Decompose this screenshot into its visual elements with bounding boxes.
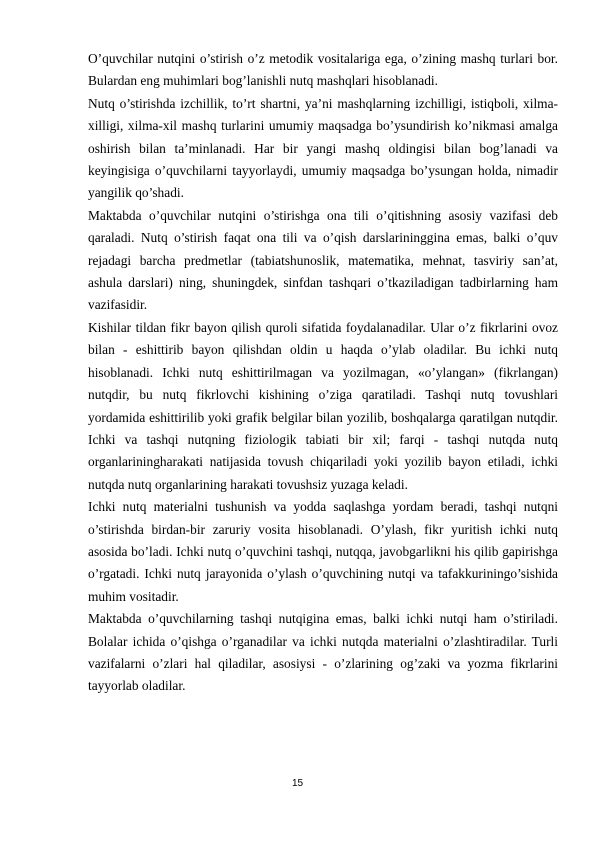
paragraph-5: Ichki nutq materialni tushunish va yodda saqlashga yordam beradi, tashqi nutqni o’stirishda birdan-bir zaruriy vosita hisoblanadi. O’ylash, fikr yuritish ichki nutq asosida bo’ladi. Ichki nutq o’quvchini tashqi, nutqqa, javobgarlikni his qilib gapirishga o’rgatadi. Ichki nutq jarayonida o’ylash o’quvchining nutqi va tafakkuriningo’sishida muhim vositadir. bbox=[88, 499, 558, 604]
paragraph-6: Maktabda o’quvchilarning tashqi nutqigina emas, balki ichki nutqi ham o’stiriladi. Bolalar ichida o’qishga o’rganadilar va ichki nutqda materialni o’zlashtiradilar. Turli vazifalarni o’zlari hal qiladilar, asosiysi - o’zlarining og’zaki va yozma fikrlarini tayyorlab oladilar. bbox=[88, 611, 558, 694]
paragraph-2: Nutq o’stirishda izchillik, to’rt shartni, ya’ni mashqlarning izchilligi, istiqboli, xilma-xilligi, xilma-xil mashq turlarini umumiy maqsadga bo’ysundirish ko’nikmasi amalga oshirish bilan ta’minlanadi. Har bir yangi mashq oldingisi bilan bog’lanadi va keyingisiga o’quvchilarni tayyorlaydi, umumiy maqsadga bo’ysungan holda, nimadir yangilik qo’shadi. bbox=[88, 95, 558, 201]
paragraph-3: Maktabda o’quvchilar nutqini o’stirishga ona tili o’qitishning asosiy vazifasi deb qaraladi. Nutq o’stirish faqat ona tili va o’qish darslarininggina emas, balki o’quv rejadagi barcha predmetlar (tabiatshunoslik, matematika, mehnat, tasviriy san’at, ashula darslari) ning, shuningdek, sinfdan tashqari o’tkaziladigan tadbirlarning ham vazifasidir. bbox=[88, 207, 558, 313]
page-number: 15 bbox=[291, 778, 304, 789]
paragraph-4: Kishilar tildan fikr bayon qilish quroli sifatida foydalanadilar. Ular o’z fikrlarini ovoz bilan - eshittirib bayon qilishdan oldin u haqda o’ylab oladilar. Bu ichki nutq hisoblanadi. Ichki nutq eshittirilmagan va yozilmagan, «o’ylangan» (fikrlangan) nutqdir, bu nutq fikrlovchi kishining o’ziga qaratiladi. Tashqi nutq tovushlari yordamida eshittirilib yoki grafik belgilar bilan yozilib, boshqalarga qaratilgan nutqdir. Ichki va tashqi nutqning fiziologik tabiati bir xil; farqi - tashqi nutqda nutq organlariningharakati natijasida tovush chiqariladi yoki yozilib bayon etiladi, ichki nutqda nutq organlarining harakati tovushsiz yuzaga keladi. bbox=[88, 319, 558, 492]
document-body bbox=[88, 48, 558, 698]
paragraph-1: O’quvchilar nutqini o’stirish o’z metodik vositalariga ega, o’zining mashq turlari bor. Bulardan eng muhimlari bog’lanishli nutq mashqlari hisoblanadi. bbox=[88, 51, 558, 89]
